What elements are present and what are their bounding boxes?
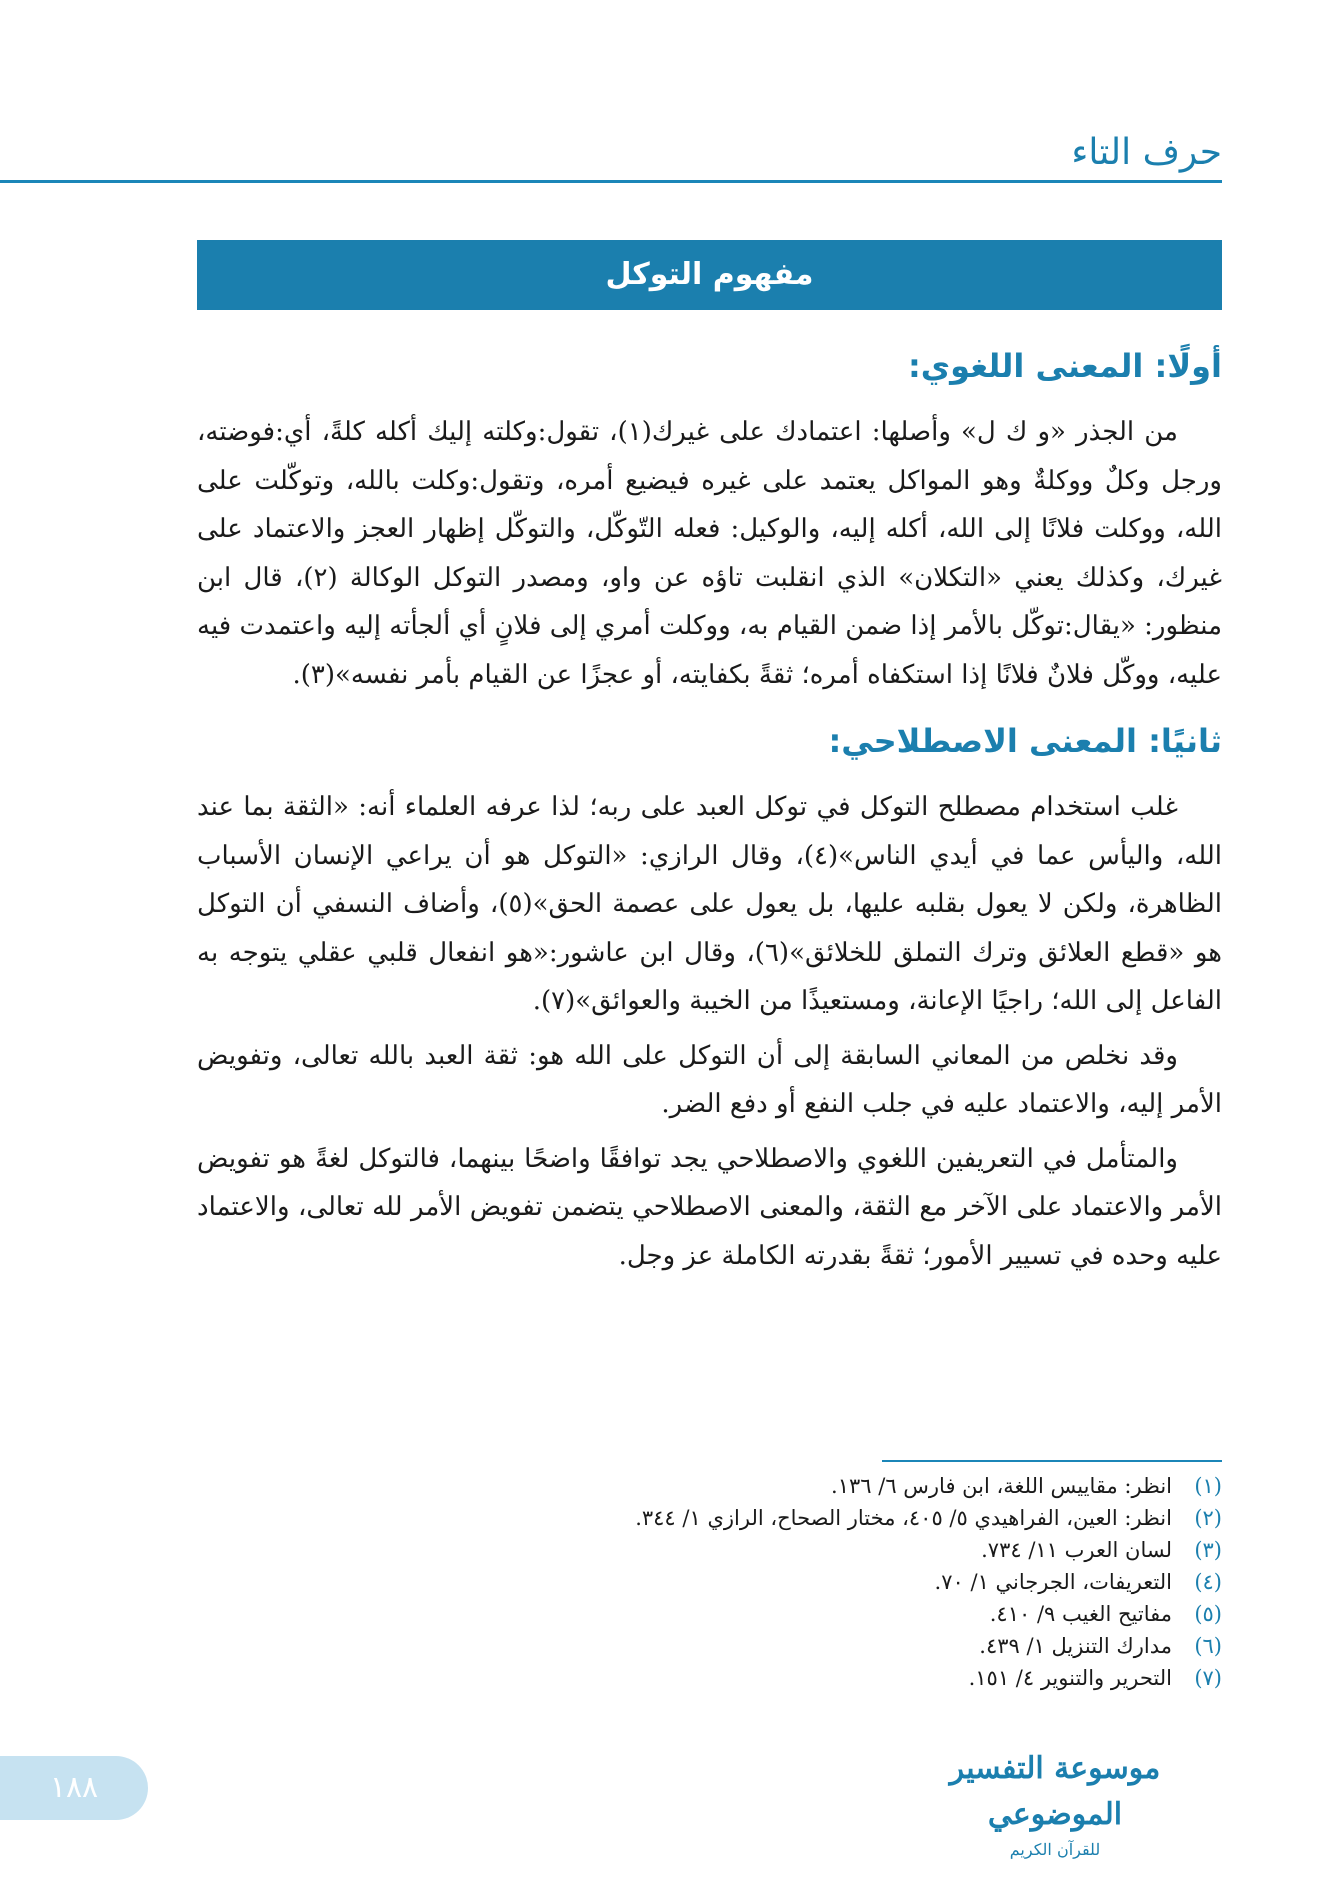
page-number: ١٨٨ — [0, 1756, 148, 1820]
logo-main-text: موسوعة التفسير الموضوعي — [949, 1751, 1161, 1832]
footnote-item — [197, 1598, 1222, 1630]
footnotes-list — [197, 1470, 1222, 1694]
footnote-number: (٥) — [1194, 1602, 1222, 1626]
footnote-number: (٦) — [1194, 1634, 1222, 1658]
section-gap — [197, 699, 1222, 713]
technical-paragraph-2: وقد نخلص من المعاني السابقة إلى أن التوكل على الله هو: ثقة العبد بالله تعالى، وتفويض الأمر إليه، والاعتماد عليه في جلب النفع أو دفع الضر. — [197, 1040, 1222, 1119]
footnote-text: لسان العرب ١١/ ٧٣٤. — [981, 1538, 1172, 1562]
footnote-item — [197, 1662, 1222, 1694]
chapter-rule — [0, 180, 1222, 183]
footnote-text: التحرير والتنوير ٤/ ١٥١. — [968, 1666, 1172, 1690]
footnote-text: مدارك التنزيل ١/ ٤٣٩. — [979, 1634, 1172, 1658]
linguistic-heading: أولًا: المعنى اللغوي: — [908, 347, 1222, 385]
footnote-text: التعريفات، الجرجاني ١/ ٧٠. — [934, 1570, 1172, 1594]
footnote-item — [197, 1470, 1222, 1502]
technical-heading: ثانيًا: المعنى الاصطلاحي: — [828, 722, 1222, 760]
footnote-item — [197, 1502, 1222, 1534]
footnote-text: انظر: العين، الفراهيدي ٥/ ٤٠٥، مختار الصحاح، الرازي ١/ ٣٤٤. — [635, 1506, 1172, 1530]
footnote-item — [197, 1534, 1222, 1566]
footnote-number: (٧) — [1194, 1666, 1222, 1690]
footnote-number: (٤) — [1194, 1570, 1222, 1594]
technical-paragraph-1: غلب استخدام مصطلح التوكل في توكل العبد على ربه؛ لذا عرفه العلماء أنه: «الثقة بما عند الله، واليأس عما في أيدي الناس»(٤)، وقال الرازي: «التوكل هو أن يراعي الإنسان الأسباب الظاهرة، ولكن لا يعول بقلبه عليها، بل يعول على عصمة الحق»(٥)، وأضاف النسفي أن التوكل هو «قطع العلائق وترك التملق للخلائق»(٦)، وقال ابن عاشور:«هو انفعال قلبي عقلي يتوجه به الفاعل إلى الله؛ راجيًا الإعانة، ومستعيذًا من الخيبة والعوائق»(٧). — [197, 792, 1222, 1016]
technical-paragraph-3: والمتأمل في التعريفين اللغوي والاصطلاحي يجد توافقًا واضحًا بينهما، فالتوكل لغةً هو تفويض الأمر والاعتماد على الآخر مع الثقة، والمعنى الاصطلاحي يتضمن تفويض الأمر لله تعالى، والاعتماد عليه وحده في تسيير الأمور؛ ثقةً بقدرته الكاملة عز وجل. — [197, 1143, 1222, 1271]
logo-sub-text: للقرآن الكريم — [1009, 1840, 1101, 1859]
footnote-number: (٣) — [1194, 1538, 1222, 1562]
footnote-divider — [882, 1460, 1222, 1462]
main-content — [197, 338, 1222, 1280]
footnote-text: انظر: مقاييس اللغة، ابن فارس ٦/ ١٣٦. — [831, 1474, 1172, 1498]
footnote-item — [197, 1630, 1222, 1662]
linguistic-paragraph: من الجذر «و ك ل» وأصلها: اعتمادك على غيرك(١)، تقول:وكلته إليك أكله كلةً، أي:فوضته، ورجل وكلٌ ووكلةٌ وهو المواكل يعتمد على غيره فيضيع أمره، وتقول:وكلت بالله، وتوكّلت على الله، ووكلت فلانًا إلى الله، أكله إليه، والوكيل: فعله التّوكّل، والتوكّل إظهار العجز والاعتماد على غيرك، وكذلك يعني «التكلان» الذي انقلبت تاؤه عن واو، ومصدر التوكل الوكالة (٢)، قال ابن منظور: «يقال:توكّل بالأمر إذا ضمن القيام به، ووكلت أمري إلى فلانٍ أي ألجأته إليه واعتمدت فيه عليه، ووكّل فلانٌ فلانًا إذا استكفاه أمره؛ ثقةً بكفايته، أو عجزًا عن القيام بأمر نفسه»(٣). — [197, 417, 1222, 690]
chapter-header — [0, 122, 1222, 184]
footnote-number: (١) — [1194, 1474, 1222, 1498]
footnote-text: مفاتيح الغيب ٩/ ٤١٠. — [989, 1602, 1172, 1626]
footnote-number: (٢) — [1194, 1506, 1222, 1530]
encyclopedia-logo — [940, 1746, 1170, 1859]
footnote-item — [197, 1566, 1222, 1598]
section-title: مفهوم التوكل — [197, 240, 1222, 310]
chapter-title: حرف التاء — [1071, 132, 1222, 173]
